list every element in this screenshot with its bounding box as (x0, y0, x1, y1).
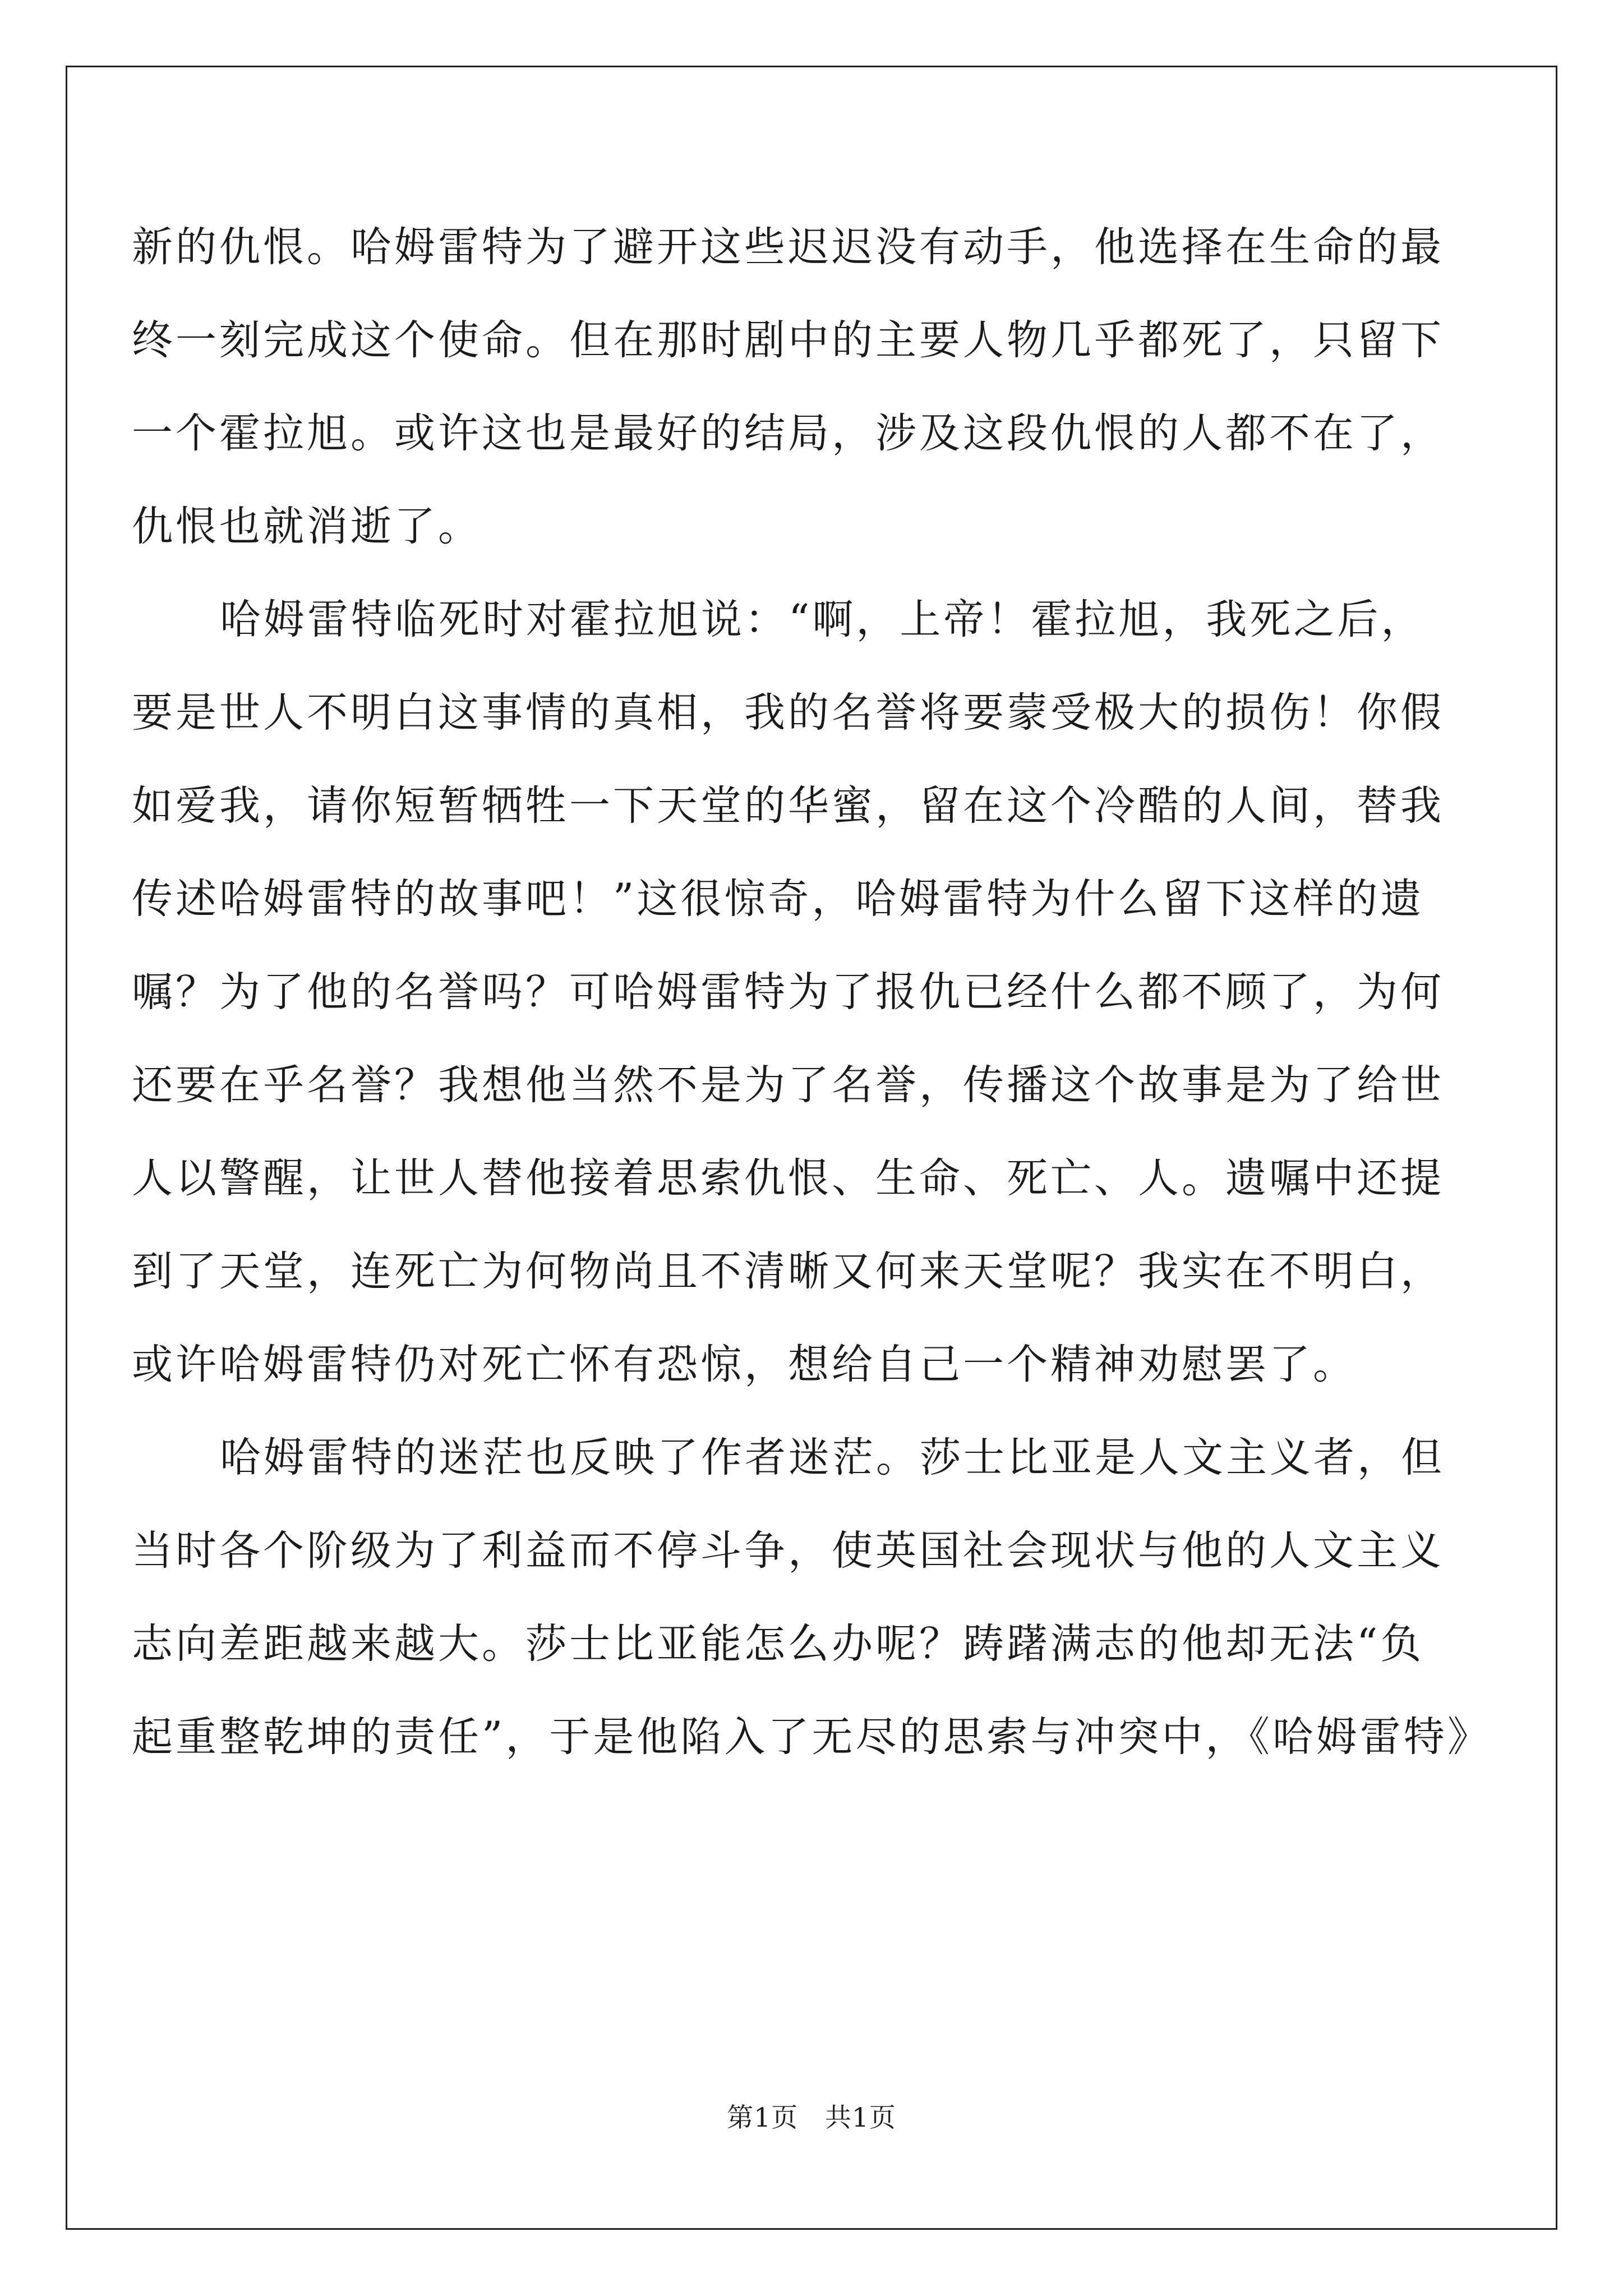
text-line: 一个霍拉旭。或许这也是最好的结局，涉及这段仇恨的人都不在了， (132, 409, 1444, 457)
document-body (132, 222, 1491, 1805)
text-line: 还要在乎名誉？我想他当然不是为了名誉，传播这个故事是为了给世 (132, 1061, 1444, 1109)
paragraph-first-line: 哈姆雷特的迷茫也反映了作者迷茫。莎士比亚是人文主义者，但 (220, 1434, 1445, 1481)
text-line: 当时各个阶级为了利益而不停斗争，使英国社会现状与他的人文主义 (132, 1527, 1444, 1575)
text-line: 终一刻完成这个使命。但在那时剧中的主要人物几乎都死了，只留下 (132, 316, 1444, 364)
paragraph-first-line: 哈姆雷特临死时对霍拉旭说：“啊，上帝！霍拉旭，我死之后， (220, 596, 1425, 643)
text-line: 如爱我，请你短暂牺牲一下天堂的华蜜，留在这个冷酷的人间，替我 (132, 782, 1444, 830)
text-line: 到了天堂，连死亡为何物尚且不清晰又何来天堂呢？我实在不明白， (132, 1248, 1444, 1295)
page-total: 共1页 (824, 2102, 896, 2133)
page-footer (0, 2101, 1623, 2135)
text-line: 或许哈姆雷特仍对死亡怀有恐惊，想给自己一个精神劝慰罢了。 (132, 1341, 1357, 1388)
text-line: 仇恨也就消逝了。 (132, 503, 482, 550)
text-line: 要是世人不明白这事情的真相，我的名誉将要蒙受极大的损伤！你假 (132, 689, 1444, 737)
text-line: 新的仇恨。哈姆雷特为了避开这些迟迟没有动手，他选择在生命的最 (132, 223, 1444, 271)
text-line: 起重整乾坤的责任”，于是他陷入了无尽的思索与冲突中，《哈姆雷特》 (132, 1713, 1491, 1761)
page-number: 第1页 (727, 2102, 799, 2133)
text-line: 人以警醒，让世人替他接着思索仇恨、生命、死亡、人。遗嘱中还提 (132, 1154, 1444, 1202)
text-line: 嘱？为了他的名誉吗？可哈姆雷特为了报仇已经什么都不顾了，为何 (132, 968, 1444, 1016)
text-line: 传述哈姆雷特的故事吧！”这很惊奇，哈姆雷特为什么留下这样的遗 (132, 875, 1424, 923)
text-line: 志向差距越来越大。莎士比亚能怎么办呢？踌躇满志的他却无法“负 (132, 1620, 1424, 1668)
